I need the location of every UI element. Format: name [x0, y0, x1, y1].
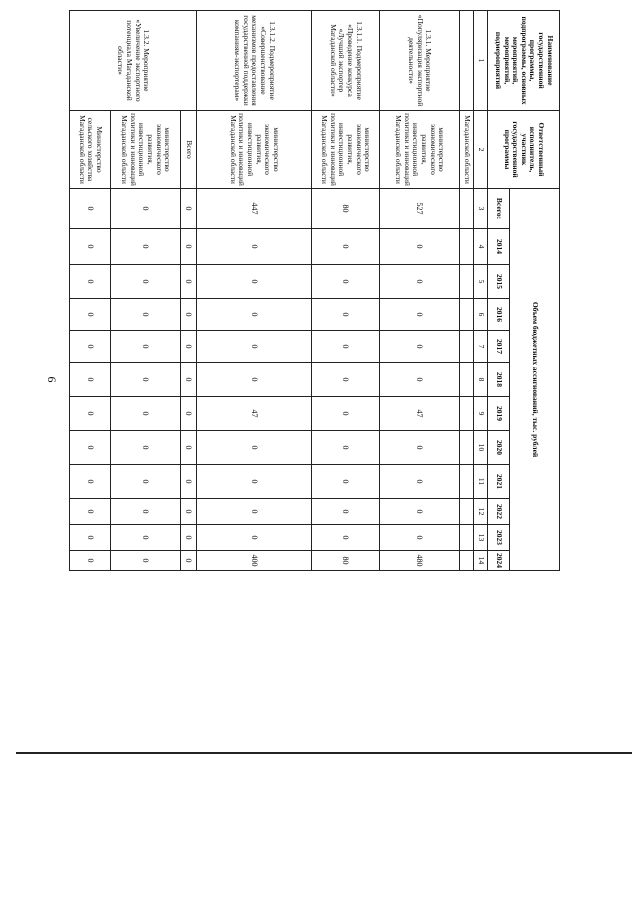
row-executor: министерство экономического развития, инвестиционной политики и инноваций Магаданской области: [111, 111, 181, 189]
cell-value: 0: [70, 363, 111, 397]
cell-value: 0: [197, 229, 312, 265]
cell-value: 0: [197, 331, 312, 363]
col-number: 3: [474, 189, 488, 229]
col-number: 1: [474, 11, 488, 111]
page-number: 9: [44, 376, 59, 383]
cell-value: 400: [197, 551, 312, 571]
table-row: [181, 11, 197, 601]
header-row: [510, 11, 560, 601]
budget-table: [69, 10, 560, 601]
cell-value: 0: [312, 499, 380, 525]
cell-value: 0: [181, 397, 197, 431]
col-number: 13: [474, 525, 488, 551]
col-number: 11: [474, 465, 488, 499]
cell-value: 80: [312, 551, 380, 571]
header-year: 2014: [488, 229, 510, 265]
cell-value: 0: [380, 465, 460, 499]
col-number: 2: [474, 111, 488, 189]
row-name: 1.3.2. Мероприятие «Увеличение экспортного потенциала Магаданской области»: [70, 11, 197, 111]
cell-value: 0: [181, 551, 197, 571]
cell-value: 0: [197, 465, 312, 499]
header-year: 2017: [488, 331, 510, 363]
row-executor: министерство экономического развития, инвестиционной политики и инноваций Магаданской области: [380, 111, 460, 189]
cell-value: 0: [181, 431, 197, 465]
cell-value: 0: [70, 299, 111, 331]
cell-value: 0: [181, 265, 197, 299]
header-year: 2019: [488, 397, 510, 431]
header-year: 2015: [488, 265, 510, 299]
cell-value: 0: [70, 499, 111, 525]
col-number: 5: [474, 265, 488, 299]
header-name: Наименование государственной программы, подпрограммы, основных мероприятий, мероприятий, подмероприятий: [488, 11, 560, 111]
row-name: [460, 11, 474, 111]
cell-value: 0: [111, 525, 181, 551]
row-name: 1.3.1.2. Подмероприятие «Совершенствование механизмов предоставления государственной поддержки компаниям-экспортерам»: [197, 11, 312, 111]
cell-value: 0: [181, 499, 197, 525]
cell-value: 0: [70, 229, 111, 265]
cell-value: 0: [181, 525, 197, 551]
row-executor: министерство экономического развития, инвестиционной политики и инноваций Магаданской области: [197, 111, 312, 189]
cell-value: 0: [70, 551, 111, 571]
cell-value: 0: [111, 229, 181, 265]
cell-value: 0: [111, 499, 181, 525]
table-container: [70, 10, 560, 600]
header-year: 2022: [488, 499, 510, 525]
cell-value: 0: [312, 363, 380, 397]
header-volume: Объем бюджетных ассигнований, тыс. рублей: [510, 189, 560, 571]
cell-value: 0: [111, 397, 181, 431]
cell-value: 0: [70, 465, 111, 499]
cell-value: 527: [380, 189, 460, 229]
cell-value: 447: [197, 189, 312, 229]
cell-value: 0: [181, 331, 197, 363]
cell-value: 0: [111, 431, 181, 465]
column-numbers-row: [474, 11, 488, 601]
cell-value: 0: [197, 299, 312, 331]
cell-value: 0: [111, 363, 181, 397]
rotated-table: [70, 10, 560, 600]
cell-value: 0: [197, 431, 312, 465]
col-number: 12: [474, 499, 488, 525]
cell-value: 0: [380, 525, 460, 551]
cell-value: 0: [312, 525, 380, 551]
cell-value: 0: [111, 299, 181, 331]
cell-value: 0: [111, 189, 181, 229]
cell-value: 0: [181, 299, 197, 331]
col-number: 14: [474, 551, 488, 571]
header-year: 2020: [488, 431, 510, 465]
cell-value: 0: [312, 229, 380, 265]
header-year: 2023: [488, 525, 510, 551]
header-year: 2016: [488, 299, 510, 331]
cell-value: 0: [312, 465, 380, 499]
cell-value: 0: [181, 363, 197, 397]
header-executor: Ответственный исполнитель, участник государственной программы: [488, 111, 560, 189]
col-number: 6: [474, 299, 488, 331]
cell-value: 0: [380, 331, 460, 363]
horizontal-rule: [16, 752, 632, 754]
cell-value: 0: [181, 465, 197, 499]
cell-value: 0: [111, 265, 181, 299]
cell-value: 0: [197, 363, 312, 397]
row-executor: Министерство сельского хозяйства Магаданской области: [70, 111, 111, 189]
cell-value: 0: [312, 397, 380, 431]
row-executor: министерство экономического развития, инвестиционной политики и инноваций Магаданской области: [312, 111, 380, 189]
row-executor: Всего: [181, 111, 197, 189]
table-row: [380, 11, 460, 601]
cell-value: 0: [312, 331, 380, 363]
col-number: 7: [474, 331, 488, 363]
header-year: 2018: [488, 363, 510, 397]
cell-value: 0: [380, 499, 460, 525]
cell-value: 0: [312, 265, 380, 299]
row-name: 1.3.1.1. Подмероприятие «Проведение конкурса «Лучший экспортер Магаданской области»: [312, 11, 380, 111]
cell-value: 0: [380, 431, 460, 465]
cell-value: 0: [70, 331, 111, 363]
cell-value: 47: [197, 397, 312, 431]
cell-value: 0: [111, 465, 181, 499]
cell-value: 0: [70, 431, 111, 465]
header-year: 2024: [488, 551, 510, 571]
cell-value: 0: [380, 265, 460, 299]
cell-value: 0: [181, 189, 197, 229]
cell-value: 0: [181, 229, 197, 265]
row-name: 1.3.1. Мероприятие «Популяризация экспортной деятельности»: [380, 11, 460, 111]
cell-value: 0: [70, 397, 111, 431]
cell-value: 0: [380, 363, 460, 397]
col-number: 8: [474, 363, 488, 397]
cell-value: 0: [380, 299, 460, 331]
table-row: [312, 11, 380, 601]
cell-value: 0: [70, 265, 111, 299]
col-number: 9: [474, 397, 488, 431]
cell-value: 0: [111, 551, 181, 571]
cell-value: 0: [111, 331, 181, 363]
header-total: Всего:: [488, 189, 510, 229]
cell-value: 0: [312, 431, 380, 465]
row-executor: Магаданской области: [460, 111, 474, 189]
cell-value: 0: [197, 499, 312, 525]
cell-value: 80: [312, 189, 380, 229]
table-row: [197, 11, 312, 601]
cell-value: 0: [197, 265, 312, 299]
col-number: 4: [474, 229, 488, 265]
cell-value: 0: [312, 299, 380, 331]
col-number: 10: [474, 431, 488, 465]
cell-value: 47: [380, 397, 460, 431]
cell-value: 0: [70, 189, 111, 229]
cell-value: 0: [380, 229, 460, 265]
cell-value: 480: [380, 551, 460, 571]
table-row: [460, 11, 474, 601]
header-year: 2021: [488, 465, 510, 499]
cell-value: 0: [70, 525, 111, 551]
cell-value: 0: [197, 525, 312, 551]
